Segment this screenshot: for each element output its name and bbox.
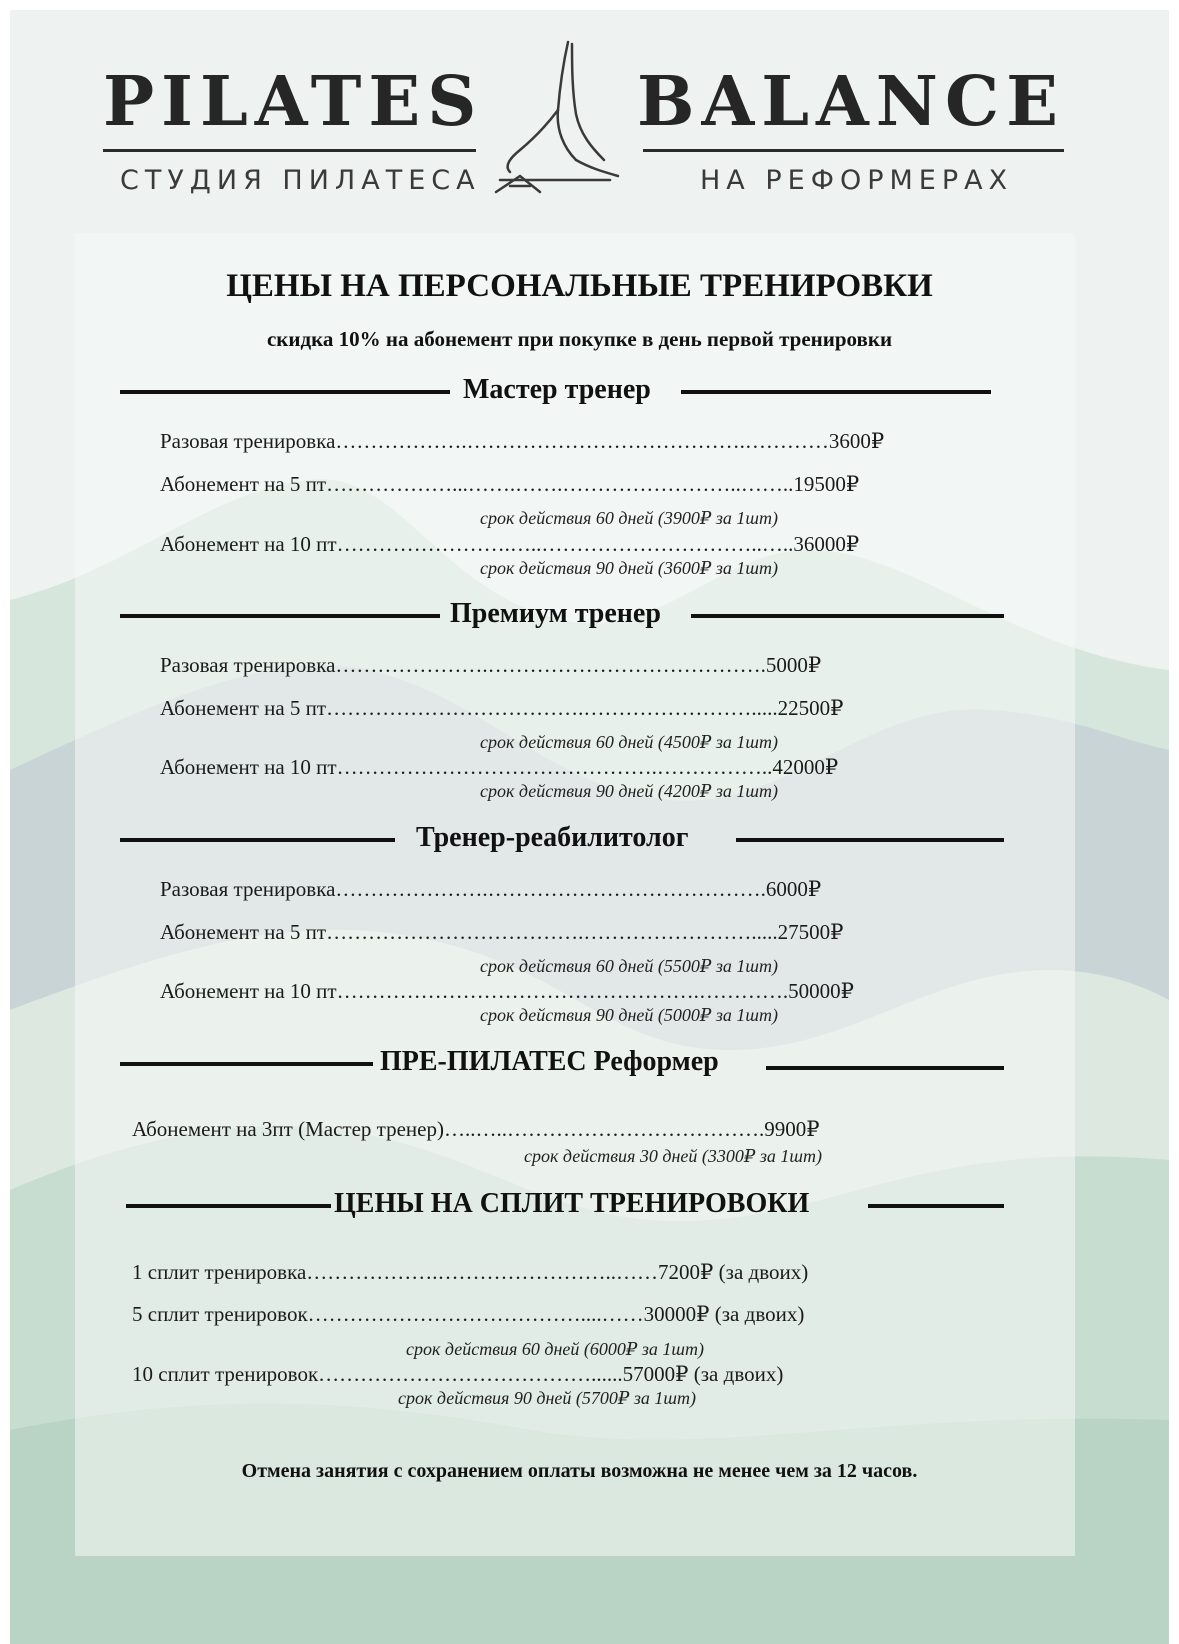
section-divider-right <box>766 1066 1004 1070</box>
section-title-split: ЦЕНЫ НА СПЛИТ ТРЕНИРОВОКИ <box>334 1188 810 1219</box>
section-divider-left <box>126 1204 331 1208</box>
price-row: 10 сплит тренировок…………………………………......57000₽ (за двоих) <box>132 1362 784 1386</box>
price-note: срок действия 90 дней (4200₽ за 1шт) <box>480 781 778 801</box>
logo-word-right: BALANCE <box>637 62 1065 142</box>
pilates-figure-icon <box>480 30 630 205</box>
logo-divider-left <box>103 149 476 152</box>
price-note: срок действия 90 дней (5700₽ за 1шт) <box>398 1388 696 1408</box>
section-divider-right <box>691 614 1004 618</box>
section-divider-left <box>120 614 440 618</box>
section-divider-right <box>681 390 991 394</box>
logo-subtitle-left: СТУДИЯ ПИЛАТЕСА <box>120 165 481 196</box>
price-row: 1 сплит тренировка……………….……………………..……7200₽ (за двоих) <box>132 1260 809 1284</box>
section-divider-right <box>736 838 1004 842</box>
price-note: срок действия 90 дней (3600₽ за 1шт) <box>480 558 778 578</box>
price-note: срок действия 60 дней (4500₽ за 1шт) <box>480 732 778 752</box>
price-note: срок действия 60 дней (6000₽ за 1шт) <box>406 1339 704 1359</box>
price-row: Абонемент на 3пт (Мастер тренер)…..…..……………………………….9900₽ <box>132 1117 820 1141</box>
price-row: Абонемент на 5 пт……………………………….…………………….....22500₽ <box>160 696 844 720</box>
section-title-rehab: Тренер-реабилитолог <box>416 822 689 853</box>
section-divider-left <box>120 1062 373 1066</box>
discount-subtitle: скидка 10% на абонемент при покупке в день первой тренировки <box>266 327 893 351</box>
section-title-premium: Премиум тренер <box>450 598 661 629</box>
price-note: срок действия 90 дней (5000₽ за 1шт) <box>480 1005 778 1025</box>
price-row: Абонемент на 10 пт…………………….…..…………………………..…..36000₽ <box>160 532 860 556</box>
price-note: срок действия 30 дней (3300₽ за 1шт) <box>524 1146 822 1166</box>
price-row: 5 сплит тренировок…………………………………....……30000₽ (за двоих) <box>132 1302 805 1326</box>
price-row: Абонемент на 10 пт…………………………………………….………….50000₽ <box>160 979 854 1003</box>
section-divider-left <box>120 390 450 394</box>
page-title: ЦЕНЫ НА ПЕРСОНАЛЬНЫЕ ТРЕНИРОВКИ <box>226 268 933 304</box>
price-row: Разовая тренировка………………….………………………………….6000₽ <box>160 877 822 901</box>
price-row: Абонемент на 5 пт………………...…….…….……………………..……..19500₽ <box>160 472 860 496</box>
price-note: срок действия 60 дней (3900₽ за 1шт) <box>480 508 778 528</box>
section-divider-left <box>120 838 395 842</box>
logo-subtitle-right: НА РЕФОРМЕРАХ <box>700 165 1014 196</box>
price-note: срок действия 60 дней (5500₽ за 1шт) <box>480 956 778 976</box>
price-row: Абонемент на 10 пт……………………………………….……………..42000₽ <box>160 755 839 779</box>
section-title-pre-pilates: ПРЕ-ПИЛАТЕС Реформер <box>380 1046 719 1077</box>
logo-divider-right <box>643 149 1064 152</box>
cancellation-note: Отмена занятия с сохранением оплаты возможна не менее чем за 12 часов. <box>241 1460 918 1482</box>
price-row: Разовая тренировка……………….………………………………….…………3600₽ <box>160 429 885 453</box>
price-row: Разовая тренировка………………….………………………………….5000₽ <box>160 653 822 677</box>
section-divider-right <box>868 1204 1004 1208</box>
section-title-master: Мастер тренер <box>463 374 651 405</box>
price-row: Абонемент на 5 пт……………………………….…………………….....27500₽ <box>160 920 844 944</box>
logo-word-left: PILATES <box>103 62 484 142</box>
